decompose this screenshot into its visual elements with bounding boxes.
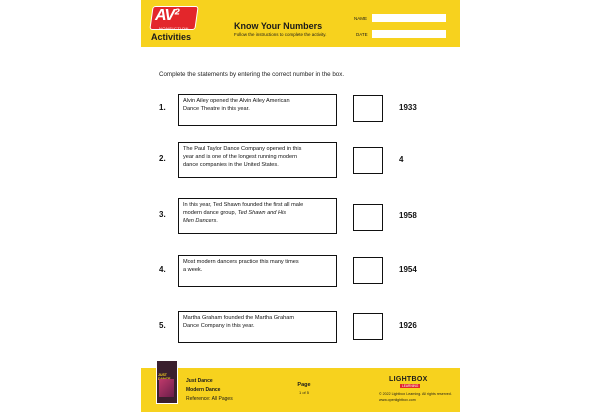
answer-choice: 4 (399, 155, 404, 164)
statement-box (178, 198, 337, 234)
statement-italic: Men Dancers (183, 218, 217, 224)
question-row (141, 198, 460, 232)
statement-line: Dance Company in this year. (183, 323, 255, 329)
worksheet-page (141, 0, 460, 412)
statement-line: Most modern dancers practice this many times (183, 259, 299, 265)
website-link[interactable]: www.openlightbox.com (379, 398, 416, 402)
logo-text: AV² (155, 7, 179, 24)
statement-line: year and is one of the longest running modern (183, 154, 298, 160)
answer-choice: 1933 (399, 103, 417, 112)
logo-sub: NONFICTION (159, 26, 189, 31)
book-subtitle: Modern Dance (186, 387, 221, 393)
statement-line: Martha Graham founded the Martha Graham (183, 315, 294, 321)
statement-box (178, 94, 337, 126)
statement-box (178, 311, 337, 343)
answer-choice: 1954 (399, 265, 417, 274)
copyright: © 2022 Lightbox Learning. All rights reserved. (379, 392, 452, 396)
page-label: Page (297, 382, 311, 388)
page-subtitle: Follow the instructions to complete the activity. (234, 32, 327, 37)
reference: Reference: All Pages (186, 396, 233, 402)
statement-line: Alvin Ailey opened the Alvin Ailey American (183, 98, 290, 104)
question-number: 4. (159, 265, 166, 274)
statement-line: In this year, Ted Shawn founded the first all male (183, 202, 304, 208)
statement-line: Dance Theatre in this year. (183, 106, 250, 112)
footer-bar (141, 368, 460, 412)
statement-line: The Paul Taylor Dance Company opened in this (183, 146, 302, 152)
question-row (141, 255, 460, 289)
statement-text: modern dance group, (183, 210, 238, 216)
statement-italic: Ted Shawn and His (237, 210, 287, 216)
header-bar (141, 0, 460, 47)
answer-box[interactable] (353, 95, 383, 122)
statement-line (183, 217, 332, 225)
date-label: DATE (356, 32, 368, 37)
question-number: 3. (159, 210, 166, 219)
lightbox-logo-sub: LEARNING (402, 384, 419, 388)
statement-text: . (216, 218, 218, 224)
statement-line: dance companies in the United States. (183, 162, 279, 168)
book-title: Just Dance (186, 378, 213, 384)
answer-box[interactable] (353, 204, 383, 231)
book-cover (156, 360, 178, 404)
question-row (141, 142, 460, 176)
instructions: Complete the statements by entering the correct number in the box. (159, 71, 345, 78)
name-label: NAME (354, 16, 368, 21)
answer-box[interactable] (353, 257, 383, 284)
cover-image (159, 379, 174, 397)
page-number: 1 of 5 (298, 390, 309, 395)
section-label: Activities (151, 32, 192, 42)
date-field[interactable] (372, 30, 446, 38)
answer-box[interactable] (353, 313, 383, 340)
av2-logo (151, 6, 197, 30)
page-title: Know Your Numbers (234, 21, 323, 31)
answer-choice: 1958 (399, 211, 417, 220)
answer-choice: 1926 (399, 321, 417, 330)
question-row (141, 94, 460, 128)
name-field[interactable] (372, 14, 446, 22)
statement-box (178, 255, 337, 287)
statement-line (183, 209, 332, 217)
lightbox-logo: LIGHTBOX (389, 376, 428, 383)
question-number: 1. (159, 103, 166, 112)
question-row (141, 311, 460, 345)
cover-title: JUST (158, 373, 167, 377)
answer-box[interactable] (353, 147, 383, 174)
question-number: 5. (159, 321, 166, 330)
statement-line: a week. (183, 267, 203, 273)
statement-box (178, 142, 337, 178)
question-number: 2. (159, 154, 166, 163)
